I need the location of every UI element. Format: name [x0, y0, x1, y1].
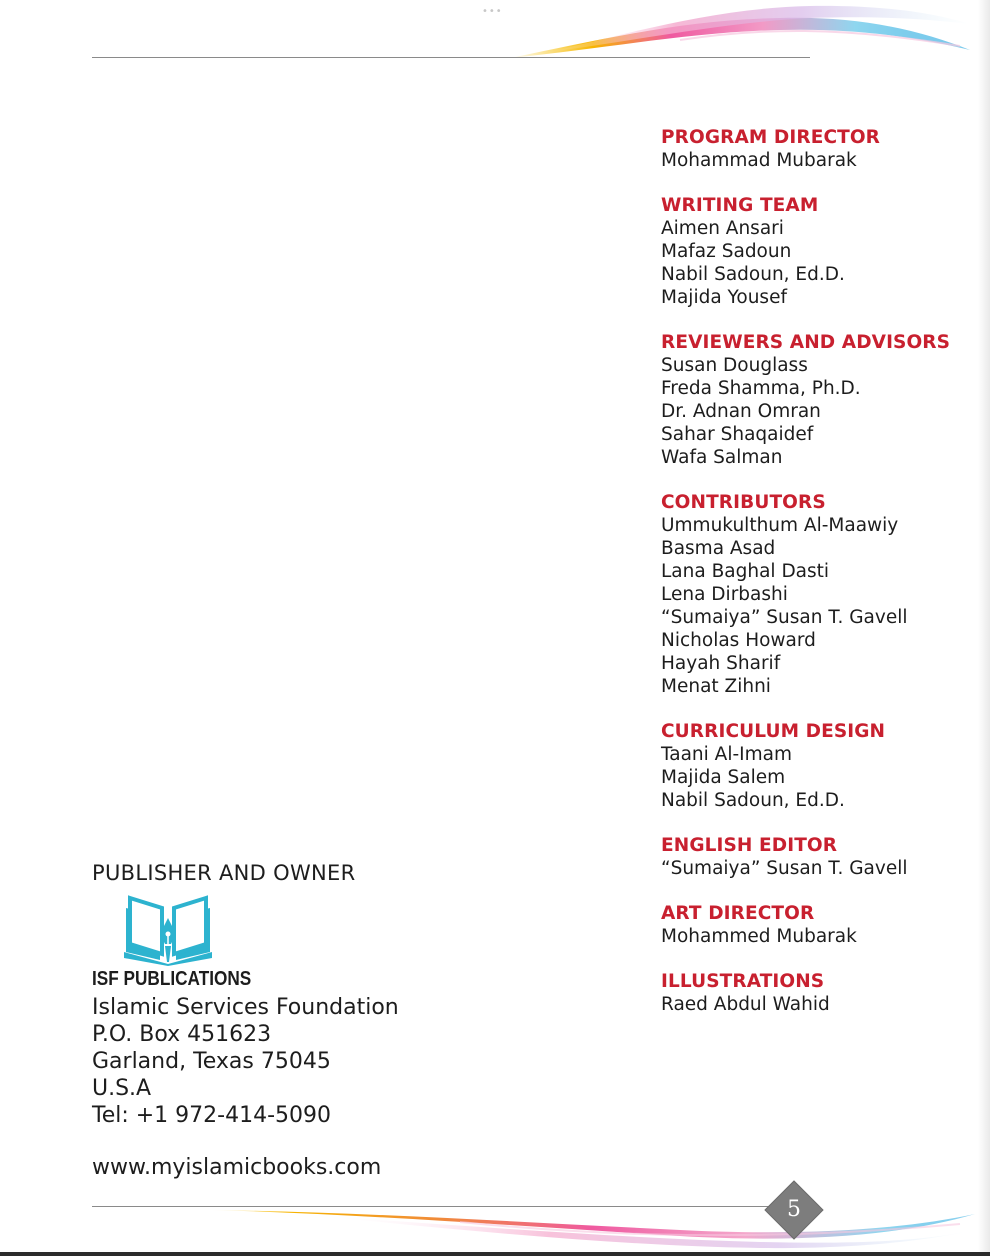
page-number-badge: [764, 1180, 824, 1240]
logo-text: ISF PUBLICATIONS: [92, 968, 252, 990]
address-line: Tel: +1 972-414-5090: [92, 1103, 332, 1128]
credit-name: Susan Douglass: [661, 355, 808, 376]
credit-name: Nabil Sadoun, Ed.D.: [661, 264, 845, 285]
credit-name: Nicholas Howard: [661, 630, 816, 651]
credit-heading: ENGLISH EDITOR: [661, 835, 838, 856]
credit-heading: PROGRAM DIRECTOR: [661, 127, 881, 148]
credit-heading: ART DIRECTOR: [661, 903, 815, 924]
credits-column: [661, 126, 981, 1038]
publisher-title: PUBLISHER AND OWNER: [92, 861, 356, 885]
credit-heading: REVIEWERS AND ADVISORS: [661, 332, 951, 353]
website-link[interactable]: www.myislamicbooks.com: [92, 1155, 382, 1180]
top-rule: [92, 57, 810, 58]
address-line: Garland, Texas 75045: [92, 1049, 331, 1074]
credit-name: “Sumaiya” Susan T. Gavell: [661, 858, 908, 879]
credit-name: Ummukulthum Al-Maawiy: [661, 515, 899, 536]
credit-section-art-director: [661, 902, 981, 948]
credit-section-writing-team: [661, 194, 981, 309]
bottom-swoosh-decoration: [200, 1196, 980, 1252]
credit-name: Sahar Shaqaidef: [661, 424, 814, 445]
credit-name: Mohammed Mubarak: [661, 926, 857, 947]
credit-section-program-director: [661, 126, 981, 172]
credit-name: Raed Abdul Wahid: [661, 994, 830, 1015]
credit-name: Aimen Ansari: [661, 218, 784, 239]
credit-section-english-editor: [661, 834, 981, 880]
publisher-address: [92, 994, 399, 1129]
credit-name: Nabil Sadoun, Ed.D.: [661, 790, 845, 811]
credit-name: Mafaz Sadoun: [661, 241, 792, 262]
bottom-bar: [0, 1252, 990, 1256]
address-line: U.S.A: [92, 1076, 152, 1101]
top-dots: •••: [482, 6, 503, 17]
address-line: Islamic Services Foundation: [92, 995, 399, 1020]
address-line: P.O. Box 451623: [92, 1022, 272, 1047]
credit-name: Mohammad Mubarak: [661, 150, 857, 171]
open-book-pen-icon: [122, 894, 214, 966]
credit-name: Menat Zihni: [661, 676, 771, 697]
credit-heading: CURRICULUM DESIGN: [661, 721, 886, 742]
credit-heading: CONTRIBUTORS: [661, 492, 826, 513]
credit-section-curriculum-design: [661, 720, 981, 812]
credit-name: Hayah Sharif: [661, 653, 781, 674]
top-swoosh-decoration: [480, 0, 980, 70]
credit-name: Wafa Salman: [661, 447, 783, 468]
credit-section-illustrations: [661, 970, 981, 1016]
credit-heading: WRITING TEAM: [661, 195, 819, 216]
credit-name: Dr. Adnan Omran: [661, 401, 821, 422]
credit-name: Taani Al-Imam: [661, 744, 792, 765]
credit-name: “Sumaiya” Susan T. Gavell: [661, 607, 908, 628]
page-number: 5: [787, 1197, 801, 1222]
credit-name: Majida Yousef: [661, 287, 787, 308]
credit-name: Majida Salem: [661, 767, 786, 788]
credit-name: Lena Dirbashi: [661, 584, 788, 605]
credit-name: Lana Baghal Dasti: [661, 561, 830, 582]
credit-section-contributors: [661, 491, 981, 698]
credit-heading: ILLUSTRATIONS: [661, 971, 825, 992]
credit-section-reviewers-advisors: [661, 331, 981, 469]
credit-name: Basma Asad: [661, 538, 776, 559]
credit-name: Freda Shamma, Ph.D.: [661, 378, 861, 399]
